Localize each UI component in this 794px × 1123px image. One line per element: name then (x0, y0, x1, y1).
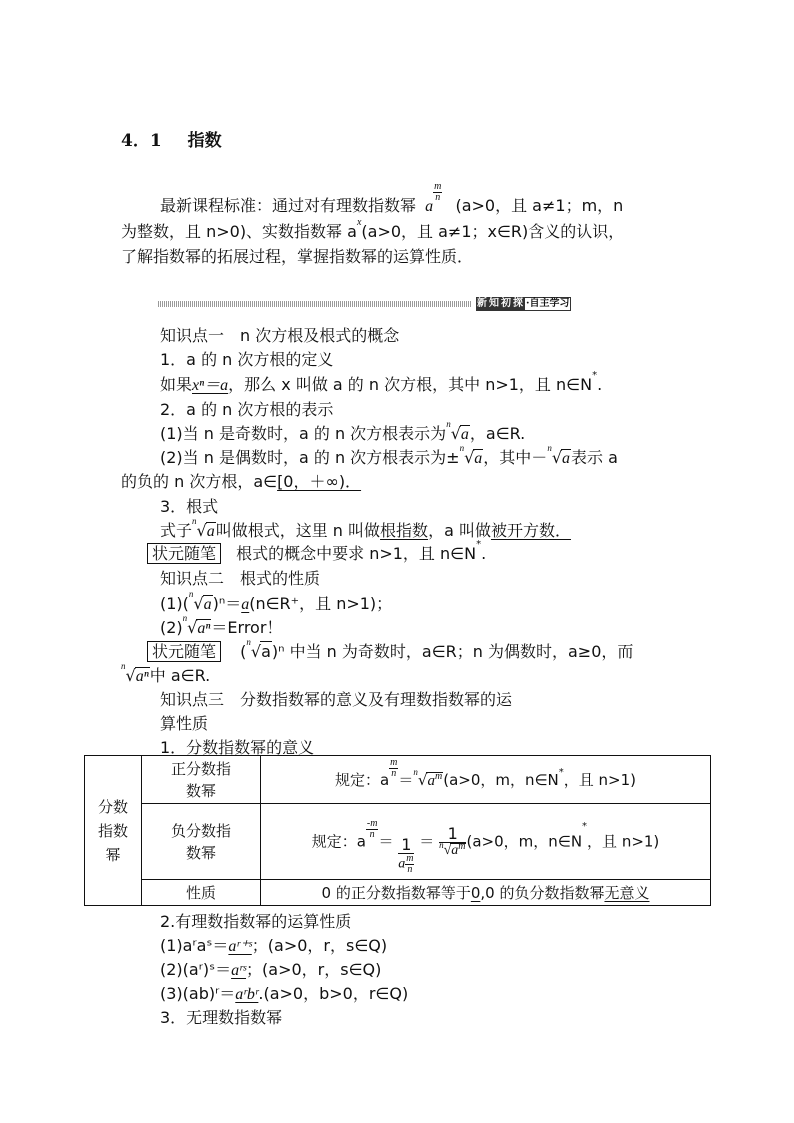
banner-tag-1: 新 (477, 298, 487, 309)
r1-a: (1)aʳaˢ＝ (160, 936, 229, 955)
kp2-prop-1: (1)($^n$√a)ⁿ＝a(n∈R⁺，且 n>1)； (160, 589, 393, 613)
neg-rule-d: (a>0，m，n∈N (466, 832, 583, 850)
kp2-title: 知识点二 根式的性质 (160, 569, 321, 588)
kp3-title-1: 知识点三 分数指数幂的意义及有理数指数幂的运 (160, 690, 513, 709)
banner-tag-5: ·自主学习 (526, 298, 570, 309)
frac-exponent-base: a (425, 198, 434, 215)
r2-a: (2)(aʳ)ˢ＝ (160, 960, 232, 979)
kp2-p1-a: (1)( (160, 594, 189, 613)
kp1-sub-2: 2．a 的 n 次方根的表示 (160, 400, 334, 419)
standard-text-2: 为整数，且 n>0)、实数指数幂 a (121, 222, 357, 241)
kp1-rad-text-b: 叫做根式，这里 n 叫做 (215, 521, 381, 540)
standard-label: 最新课程标准： (160, 196, 273, 215)
table-group-label: 分数指数幂 (97, 797, 128, 864)
kp1-title: 知识点一 n 次方根及根式的概念 (160, 326, 400, 345)
kp1-odd-text: (1)当 n 是奇数时，a 的 n 次方根表示为 (160, 424, 447, 443)
kp1-note-text: 根式的概念中要求 n>1，且 n∈N (236, 544, 477, 563)
kp3-rule-3 (160, 981, 408, 1004)
section-banner (158, 297, 614, 311)
standard-text-2b: (a>0，且 a≠1；x∈R)含义的认识， (361, 222, 625, 241)
section-number: 4．1 (121, 131, 162, 151)
neg-frac-2: $\frac{1}{^n√a^m}$ (439, 823, 466, 858)
banner-stripe-left (158, 301, 472, 307)
section-heading (121, 126, 222, 151)
banner-tag-4: 探 (513, 298, 523, 309)
standard-text-1a: 通过对有理数指数幂 (272, 196, 417, 215)
kp2-p2-a: (2) (160, 618, 183, 637)
standard-line-2: 为整数，且 n>0)、实数指数幂 $a^x(a>0$，且 a≠1；x∈R)含义的认识， (121, 217, 625, 241)
row-positive-rule: 规定：a $\frac{m}{n}$ $=^n√a^m(a>0$，m，n∈N*，且 n>1) (261, 756, 711, 804)
standard-line-3: 了解指数幂的拓展过程，掌握指数幂的运算性质． (121, 247, 474, 266)
neg-rule-b: ＝ (378, 832, 394, 850)
neg-exp: $\frac{-m}{n}$ (366, 818, 378, 840)
kp1-rad-radicand: 被开方数． (490, 521, 571, 540)
r2-c: ；(a>0，r，s∈Q) (246, 960, 382, 979)
neg-rule-a: 规定：a (311, 832, 366, 850)
r1-c: ；(a>0，r，s∈Q) (251, 936, 388, 955)
section-title: 指数 (187, 131, 222, 151)
kp3-sub-1: 1．分数指数幂的意义 (160, 738, 315, 757)
kp1-odd-root: (1)当 n 是奇数时，a 的 n 次方根表示为$^n$√a，a∈R. (160, 419, 526, 443)
kp1-definition: 如果xⁿ＝a，那么 x 叫做 a 的 n 次方根，其中 n>1，且 n∈N*. (160, 370, 603, 394)
kp1-sub-3: 3．根式 (160, 497, 219, 516)
kp3-rule-2 (160, 957, 381, 980)
row-negative-rule: 规定：a $\frac{-m}{n}$ ＝ 1 a $\frac{m}{n}$ ＝ $\frac{1}{^n√a^m}$ (a>0，m，n∈N*，且 n>1) (261, 804, 711, 880)
kp1-sub-1: 1．a 的 n 次方根的定义 (160, 350, 334, 369)
row-property-head: 性质 (142, 880, 261, 906)
banner-label (476, 297, 571, 311)
kp1-rad-text-a: 式子 (160, 521, 193, 540)
kp2-note-cont: $^n$√aⁿ中 a∈R. (121, 661, 211, 685)
kp1-rad-text-d: ，a 叫做 (428, 521, 491, 540)
kp3-rule-1 (160, 933, 387, 956)
pos-rule-a: 规定：a (334, 770, 390, 789)
kp2-p1-b: )ⁿ＝ (212, 594, 242, 613)
r2-b: aʳˢ (231, 962, 247, 979)
pos-rule-d: ，且 n>1) (563, 770, 637, 789)
kp1-rad-root-index: 根指数 (380, 521, 429, 540)
kp2-note-b: )ⁿ 中当 n 为奇数时，a∈R；n 为偶数时，a≥0，而 (271, 642, 634, 661)
kp1-note-box: 状元随笔 (147, 543, 221, 564)
row-negative-head (142, 804, 261, 880)
banner-tag-2: 知 (489, 298, 499, 309)
kp1-odd-tail: ，a∈R. (469, 424, 526, 443)
row-positive-head-text: 正分数指数幂 (170, 759, 231, 800)
kp1-note: 状元随笔 根式的概念中要求 n>1，且 n∈N*. (147, 541, 486, 564)
banner-tag-3: 初 (501, 298, 511, 309)
neg-frac-1: 1 a $\frac{m}{n}$ (398, 834, 414, 875)
kp3-sub-3: 3．无理数指数幂 (160, 1008, 283, 1027)
kp1-range-text: 的负的 n 次方根，a∈ (121, 472, 278, 491)
pos-rule-b: ＝ (398, 770, 414, 789)
kp2-note: 状元随笔 ($^n$√a)ⁿ 中当 n 为奇数时，a∈R；n 为偶数时，a≥0，而 (147, 639, 633, 662)
kp1-even-text: (2)当 n 是偶数时，a 的 n 次方根表示为± (160, 448, 460, 467)
kp1-range-value: [0，＋∞)． (277, 472, 362, 491)
standard-text-1b: (a>0，且 a≠1；m，n (455, 196, 624, 215)
kp2-note-c: 中 a∈R. (149, 666, 211, 685)
prop-b: 0 (470, 884, 481, 902)
kp2-p1-value: a (241, 596, 250, 613)
pos-exp: $\frac{m}{n}$ (390, 756, 398, 779)
frac-exponent: $\frac{m}{n}$ (434, 181, 442, 203)
prop-a: 0 的正分数指数幂等于 (321, 884, 471, 902)
r3-a: (3)(ab)ʳ＝ (160, 984, 236, 1003)
table-group-cell (85, 756, 142, 906)
standard-line-1 (160, 181, 624, 217)
kp2-p2-b: ＝Error！ (211, 618, 283, 637)
neg-rule-c: ＝ (419, 832, 435, 850)
row-negative-head-text: 负分数指数幂 (170, 821, 231, 862)
kp1-def-formula: xⁿ＝a (192, 377, 229, 394)
fractional-exponent-table (84, 755, 711, 906)
r3-b: aʳbʳ (235, 986, 259, 1003)
kp1-even-mid: ，其中－ (483, 448, 548, 467)
kp2-note-a: ( (240, 642, 247, 661)
kp1-def-text-b: ，那么 x 叫做 a 的 n 次方根，其中 n>1，且 n∈N (228, 375, 593, 394)
r1-b: aʳ⁺ˢ (228, 938, 252, 955)
r3-c: .(a>0，b>0，r∈Q) (258, 984, 409, 1003)
kp1-radical-def: 式子$^n$√a叫做根式，这里 n 叫做根指数，a 叫做被开方数． (160, 516, 571, 540)
row-property-rule (261, 880, 711, 906)
kp1-even-root: (2)当 n 是偶数时，a 的 n 次方根表示为±$^n$√a，其中－$^n$√a表示 a (160, 443, 618, 467)
kp2-prop-2: $(2)^n√a^n=Error$！ (160, 613, 283, 637)
prop-d: 无意义 (604, 884, 650, 902)
kp1-even-tail: 表示 a (571, 448, 618, 467)
row-positive-head (142, 756, 261, 804)
prop-c: ,0 的负分数指数幂 (480, 884, 605, 902)
kp1-even-range (121, 469, 361, 492)
kp2-p1-d: (n∈R⁺，且 n>1)； (249, 594, 393, 613)
kp1-def-text-a: 如果 (160, 375, 193, 394)
kp3-sub-2: 2.有理数指数幂的运算性质 (160, 912, 352, 931)
kp2-note-box: 状元随笔 (147, 641, 221, 662)
pos-rule-c: (a>0，m，n∈N (443, 770, 559, 789)
kp3-title-2: 算性质 (160, 714, 209, 733)
neg-rule-e: ，且 n>1) (587, 832, 660, 850)
